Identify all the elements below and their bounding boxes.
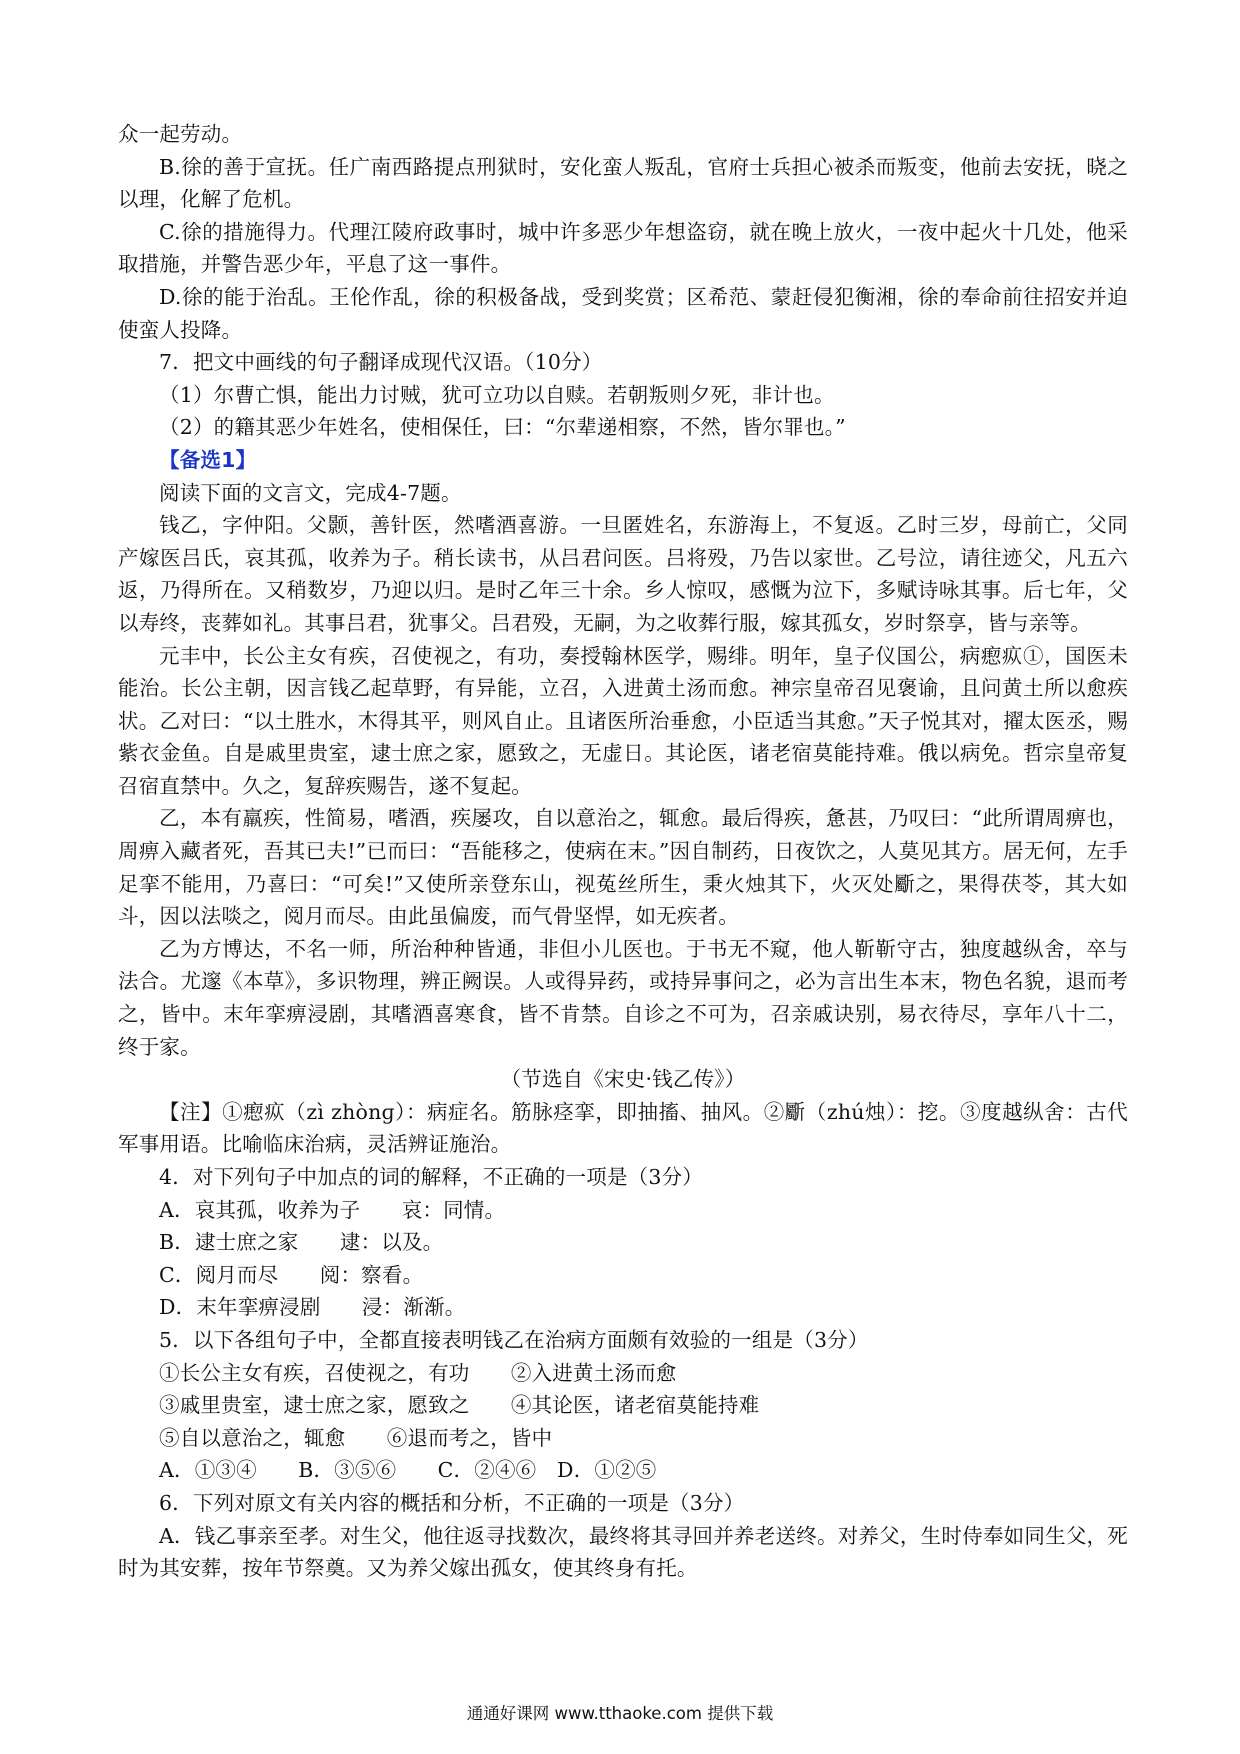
passage-source: （节选自《宋史·钱乙传》） [500,1067,746,1092]
option-d-xu: D.徐的能于治乱。王伦作乱，徐的积极备战，受到奖赏；区希范、蒙赶侵犯衡湘，徐的奉命前往招安并迫使蛮人投降。 [118,284,1128,342]
question-6-option-a: A．钱乙事亲至孝。对生父，他往返寻找数次，最终将其寻回并养老送终。对养父，生时侍奉如同生父，死时为其安葬，按年节祭奠。又为养父嫁出孤女，使其终身有托。 [118,1523,1128,1581]
question-5-items-row-2: ③戚里贵室，逮士庶之家，愿致之 ④其论医，诸老宿莫能持难 [159,1393,760,1418]
passage-paragraph-4: 乙为方博达，不名一师，所治种种皆通，非但小儿医也。于书无不窥，他人靳靳守古，独度越纵舍，卒与法合。尤邃《本草》，多识物理，辨正阙误。人或得异药，或持异事问之，必为言出生本末，物色名貌，退而考之，皆中。末年挛痹浸剧，其嗜酒喜寒食，皆不肯禁。自诊之不可为，召亲戚诀别，易衣待尽，享年八十二，终于家。 [118,936,1128,1059]
page-content [118,118,1128,1585]
previous-option-tail: 众一起劳动。 [118,122,243,146]
question-4-option-b: B．逮士庶之家 逮：以及。 [159,1230,444,1255]
question-4-option-c: C．阅月而尽 阅：察看。 [159,1262,424,1287]
option-c-xu: C.徐的措施得力。代理江陵府政事时，城中许多恶少年想盗窃，就在晚上放火，一夜中起火十几处，他采取措施，并警告恶少年，平息了这一事件。 [118,219,1128,277]
question-5-options: A．①③④ B．③⑤⑥ C．②④⑥ D．①②⑤ [159,1458,657,1483]
option-b-xu: B.徐的善于宣抚。任广南西路提点刑狱时，安化蛮人叛乱，官府士兵担心被杀而叛变，他前去安抚，晓之以理，化解了危机。 [118,154,1128,212]
question-4: 4．对下列句子中加点的词的解释，不正确的一项是（3分） [159,1165,703,1189]
question-7: 7．把文中画线的句子翻译成现代汉语。（10分） [159,350,603,375]
passage-paragraph-1: 钱乙，字仲阳。父颢，善针医，然嗜酒喜游。一旦匿姓名，东游海上，不复返。乙时三岁，母前亡，父同产嫁医吕氏，哀其孤，收养为子。稍长读书，从吕君问医。吕将殁，乃告以家世。乙号泣，请往迹父，凡五六返，乃得所在。又稍数岁，乃迎以归。是时乙年三十余。乡人惊叹，感慨为泣下，多赋诗咏其事。后七年，父以寿终，丧葬如礼。其事吕君，犹事父。吕君殁，无嗣，为之收葬行服，嫁其孤女，岁时祭享，皆与亲等。 [118,513,1128,635]
passage-notes: 【注】①瘛疭（zì zhònɡ）：病症名。筋脉痉挛，即抽搐、抽风。②斸（zhú烛）：挖。③度越纵舍：古代军事用语。比喻临床治病，灵活辨证施治。 [118,1099,1128,1157]
question-4-option-d: D．末年挛痹浸剧 浸：渐渐。 [159,1295,466,1320]
question-7-item-1: （1）尔曹亡惧，能出力讨贼，犹可立功以自赎。若朝叛则夕死，非计也。 [159,382,835,407]
question-5-items-row-1: ①长公主女有疾，召使视之，有功 ②入进黄土汤而愈 [159,1360,677,1385]
reading-instructions: 阅读下面的文言文，完成4-7题。 [159,480,462,505]
section-heading-alternate-1: 【备选1】 [159,447,257,472]
page-footer: 通通好课网 www.tthaoke.com 提供下载 [466,1704,774,1723]
question-5: 5．以下各组句子中，全都直接表明钱乙在治病方面颇有效验的一组是（3分） [159,1327,869,1352]
question-6: 6．下列对原文有关内容的概括和分析，不正确的一项是（3分） [159,1490,745,1515]
question-5-items-row-3: ⑤自以意治之，辄愈 ⑥退而考之，皆中 [159,1425,553,1450]
passage-paragraph-2: 元丰中，长公主女有疾，召使视之，有功，奏授翰林医学，赐绯。明年，皇子仪国公，病瘛疭①，国医未能治。长公主朝，因言钱乙起草野，有异能，立召，入进黄土汤而愈。神宗皇帝召见褒谕，且问黄土所以愈疾状。乙对曰：“以土胜水，木得其平，则风自止。且诸医所治垂愈，小臣适当其愈。”天子悦其对，擢太医丞，赐紫衣金鱼。自是戚里贵室，逮士庶之家，愿致之，无虚日。其论医，诸老宿莫能持难。俄以病免。哲宗皇帝复召宿直禁中。久之，复辞疾赐告，遂不复起。 [118,643,1128,798]
passage-paragraph-3: 乙，本有羸疾，性简易，嗜酒，疾屡攻，自以意治之，辄愈。最后得疾，惫甚，乃叹曰：“此所谓周痹也，周痹入藏者死，吾其已夫!”已而曰：“吾能移之，使病在末。”因自制药，日夜饮之，人莫见其方。居无何，左手足挛不能用，乃喜曰：“可矣!”又使所亲登东山，视菟丝所生，秉火烛其下，火灭处斸之，果得茯苓，其大如斗，因以法啖之，阅月而尽。由此虽偏废，而气骨坚悍，如无疾者。 [118,806,1128,929]
question-4-option-a: A．哀其孤，收养为子 哀：同情。 [159,1197,506,1222]
question-7-item-2: （2）的籍其恶少年姓名，使相保任，曰：“尔辈递相察，不然，皆尔罪也。” [159,415,846,440]
